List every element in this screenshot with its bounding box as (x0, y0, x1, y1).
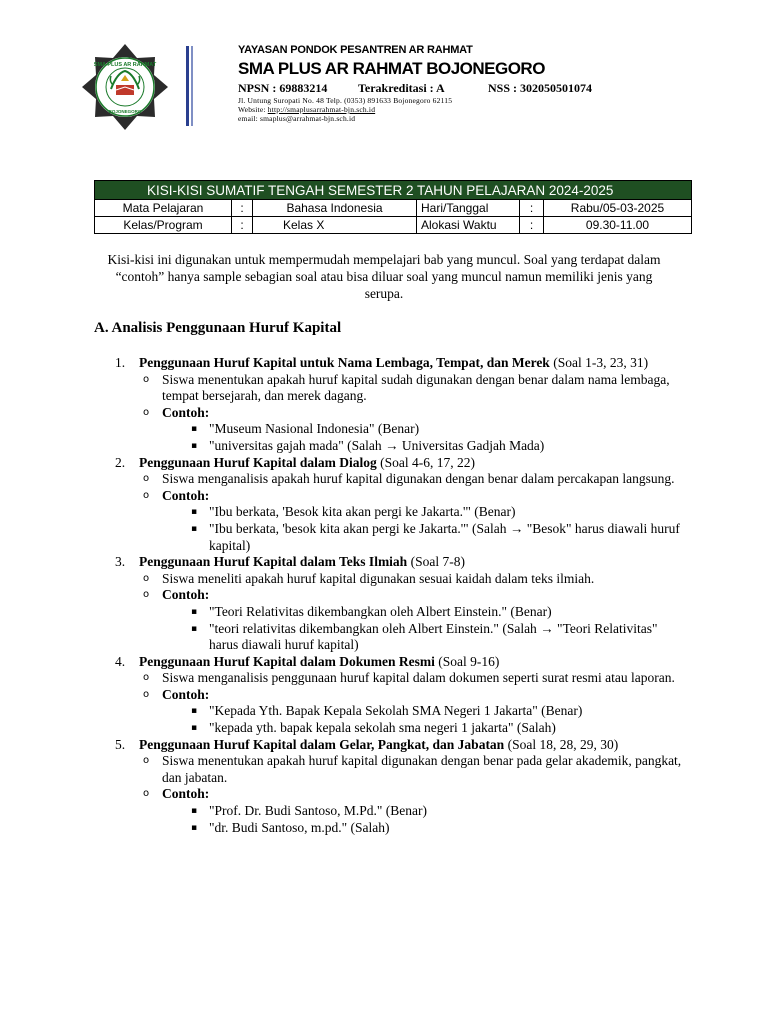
example-item: ▪ "teori relativitas dikembangkan oleh Albert Einstein." (Salah → "Teori Relativitas" harus diawali huruf kapital) (191, 620, 658, 653)
table-cell: : (232, 217, 253, 234)
example-heading: o Contoh: (143, 786, 210, 802)
table-row (95, 217, 692, 234)
square-bullet-icon: ▪ (191, 706, 198, 717)
circle-bullet-icon: o (143, 373, 150, 385)
school-identity-line (238, 81, 698, 96)
table-cell: 09.30-11.00 (544, 217, 692, 234)
list-item (115, 355, 690, 372)
circle-bullet-icon: o (143, 788, 150, 800)
square-bullet-icon: ▪ (191, 623, 198, 634)
item-title: Penggunaan Huruf Kapital dalam Dialog (139, 454, 377, 470)
square-bullet-icon: ▪ (191, 822, 198, 833)
list-item (115, 455, 690, 472)
item-number: 4. (115, 653, 126, 669)
website-link[interactable]: http://smaplusarrahmat-bjn.sch.id (267, 105, 376, 114)
example-item: ▪ "Ibu berkata, 'besok kita akan pergi ke Jakarta.'" (Salah → "Besok" harus diawali huruf kapital) (191, 520, 680, 553)
nss: NSS : 302050501074 (488, 81, 593, 95)
item-title: Penggunaan Huruf Kapital dalam Teks Ilmiah (139, 554, 408, 570)
item-description: o Siswa menganalisis apakah huruf kapital digunakan dengan benar dalam percakapan langsung. (143, 471, 675, 487)
table-cell: Kelas/Program (95, 217, 232, 234)
item-soal: (Soal 9-16) (434, 653, 500, 669)
example-heading: o Contoh: (143, 487, 210, 503)
square-bullet-icon: ▪ (191, 723, 198, 734)
list-item (115, 737, 690, 754)
example-heading: o Contoh: (143, 587, 210, 603)
website-line (238, 105, 698, 114)
square-bullet-icon: ▪ (191, 440, 198, 451)
table-cell: Bahasa Indonesia (253, 200, 417, 217)
item-description: o Siswa menentukan apakah huruf kapital digunakan dengan benar pada gelar akademik, pangkat, dan jabatan. (143, 753, 682, 785)
example-item: ▪ "Kepada Yth. Bapak Kepala Sekolah SMA Negeri 1 Jakarta" (Benar) (191, 703, 583, 719)
item-description: o Siswa meneliti apakah huruf kapital digunakan sesuai kaidah dalam teks ilmiah. (143, 570, 595, 586)
item-number: 3. (115, 554, 126, 570)
accreditation: Terakreditasi : A (358, 81, 445, 95)
example-item: ▪ "Teori Relativitas dikembangkan oleh Albert Einstein." (Benar) (191, 603, 552, 619)
list-item (115, 654, 690, 671)
item-soal: (Soal 7-8) (407, 554, 465, 570)
example-item: ▪ "dr. Budi Santoso, m.pd." (Salah) (191, 819, 390, 835)
example-item: ▪ "kepada yth. bapak kepala sekolah sma negeri 1 jakarta" (Salah) (191, 720, 556, 736)
section-a-list (115, 355, 690, 836)
logo-bottom-text: BOJONEGORO (108, 109, 142, 114)
table-cell: Alokasi Waktu (417, 217, 520, 234)
circle-bullet-icon: o (143, 406, 150, 418)
example-item: ▪ "universitas gajah mada" (Salah → Universitas Gadjah Mada) (191, 437, 545, 453)
letterhead-divider (186, 46, 189, 126)
item-soal: (Soal 4-6, 17, 22) (376, 454, 476, 470)
example-item: ▪ "Museum Nasional Indonesia" (Benar) (191, 421, 420, 437)
email-line[interactable]: email: smaplus@arrahmat-bjn.sch.id (238, 114, 356, 123)
example-item: ▪ "Prof. Dr. Budi Santoso, M.Pd." (Benar) (191, 803, 428, 819)
section-heading: A. Analisis Penggunaan Huruf Kapital (94, 320, 342, 336)
table-row (95, 200, 692, 217)
list-item (115, 554, 690, 571)
exam-title: KISI-KISI SUMATIF TENGAH SEMESTER 2 TAHUN PELAJARAN 2024-2025 (95, 181, 692, 200)
item-title: Penggunaan Huruf Kapital dalam Dokumen Resmi (139, 653, 435, 669)
item-title: Penggunaan Huruf Kapital dalam Gelar, Pangkat, dan Jabatan (139, 736, 505, 752)
item-soal: (Soal 18, 28, 29, 30) (504, 736, 619, 752)
item-description: o Siswa menentukan apakah huruf kapital sudah digunakan dengan benar dalam nama lembaga, tempat bersejarah, dan merek dagang. (143, 371, 670, 404)
example-heading: o Contoh: (143, 686, 210, 702)
circle-bullet-icon: o (143, 688, 150, 700)
intro-paragraph: Kisi-kisi ini digunakan untuk mempermudah mempelajari bab yang muncul. Soal yang terdapat dalam “contoh” hanya sample sebagian soal atau bisa diluar soal yang muncul namun memiliki jenis yang serupa. (107, 252, 661, 301)
exam-info-table (94, 180, 692, 234)
item-description: o Siswa menganalisis penggunaan huruf kapital dalam dokumen seperti surat resmi atau laporan. (143, 670, 675, 686)
table-cell: Kelas X (253, 217, 417, 234)
school-name: SMA PLUS AR RAHMAT BOJONEGORO (238, 59, 545, 78)
square-bullet-icon: ▪ (191, 424, 198, 435)
table-cell: Hari/Tanggal (417, 200, 520, 217)
logo-ring-text: SMA PLUS AR RAHMAT (93, 62, 157, 68)
table-cell: Mata Pelajaran (95, 200, 232, 217)
table-cell: : (232, 200, 253, 217)
square-bullet-icon: ▪ (191, 606, 198, 617)
item-number: 1. (115, 355, 126, 370)
circle-bullet-icon: o (143, 473, 150, 485)
square-bullet-icon: ▪ (191, 523, 198, 534)
circle-bullet-icon: o (143, 572, 150, 584)
letterhead-divider-thin (191, 46, 193, 126)
table-cell: : (520, 217, 544, 234)
item-number: 5. (115, 736, 126, 752)
school-logo (70, 42, 180, 132)
circle-bullet-icon: o (143, 672, 150, 684)
example-item: ▪ "Ibu berkata, 'Besok kita akan pergi ke Jakarta.'" (Benar) (191, 504, 516, 520)
example-heading: o Contoh: (143, 404, 210, 420)
foundation-name: YAYASAN PONDOK PESANTREN AR RAHMAT (238, 44, 473, 56)
school-address: Jl. Untung Suropati No. 48 Telp. (0353) 891633 Bojonegoro 62115 (238, 96, 453, 105)
npsn: NPSN : 69883214 (238, 81, 328, 95)
circle-bullet-icon: o (143, 589, 150, 601)
table-cell: Rabu/05-03-2025 (544, 200, 692, 217)
item-title: Penggunaan Huruf Kapital untuk Nama Lembaga, Tempat, dan Merek (139, 355, 550, 370)
circle-bullet-icon: o (143, 489, 150, 501)
item-soal: (Soal 1-3, 23, 31) (549, 355, 649, 370)
square-bullet-icon: ▪ (191, 806, 198, 817)
table-cell: : (520, 200, 544, 217)
square-bullet-icon: ▪ (191, 507, 198, 518)
item-number: 2. (115, 454, 126, 470)
website-label: Website: (238, 105, 266, 114)
circle-bullet-icon: o (143, 755, 150, 767)
letterhead (238, 44, 698, 123)
